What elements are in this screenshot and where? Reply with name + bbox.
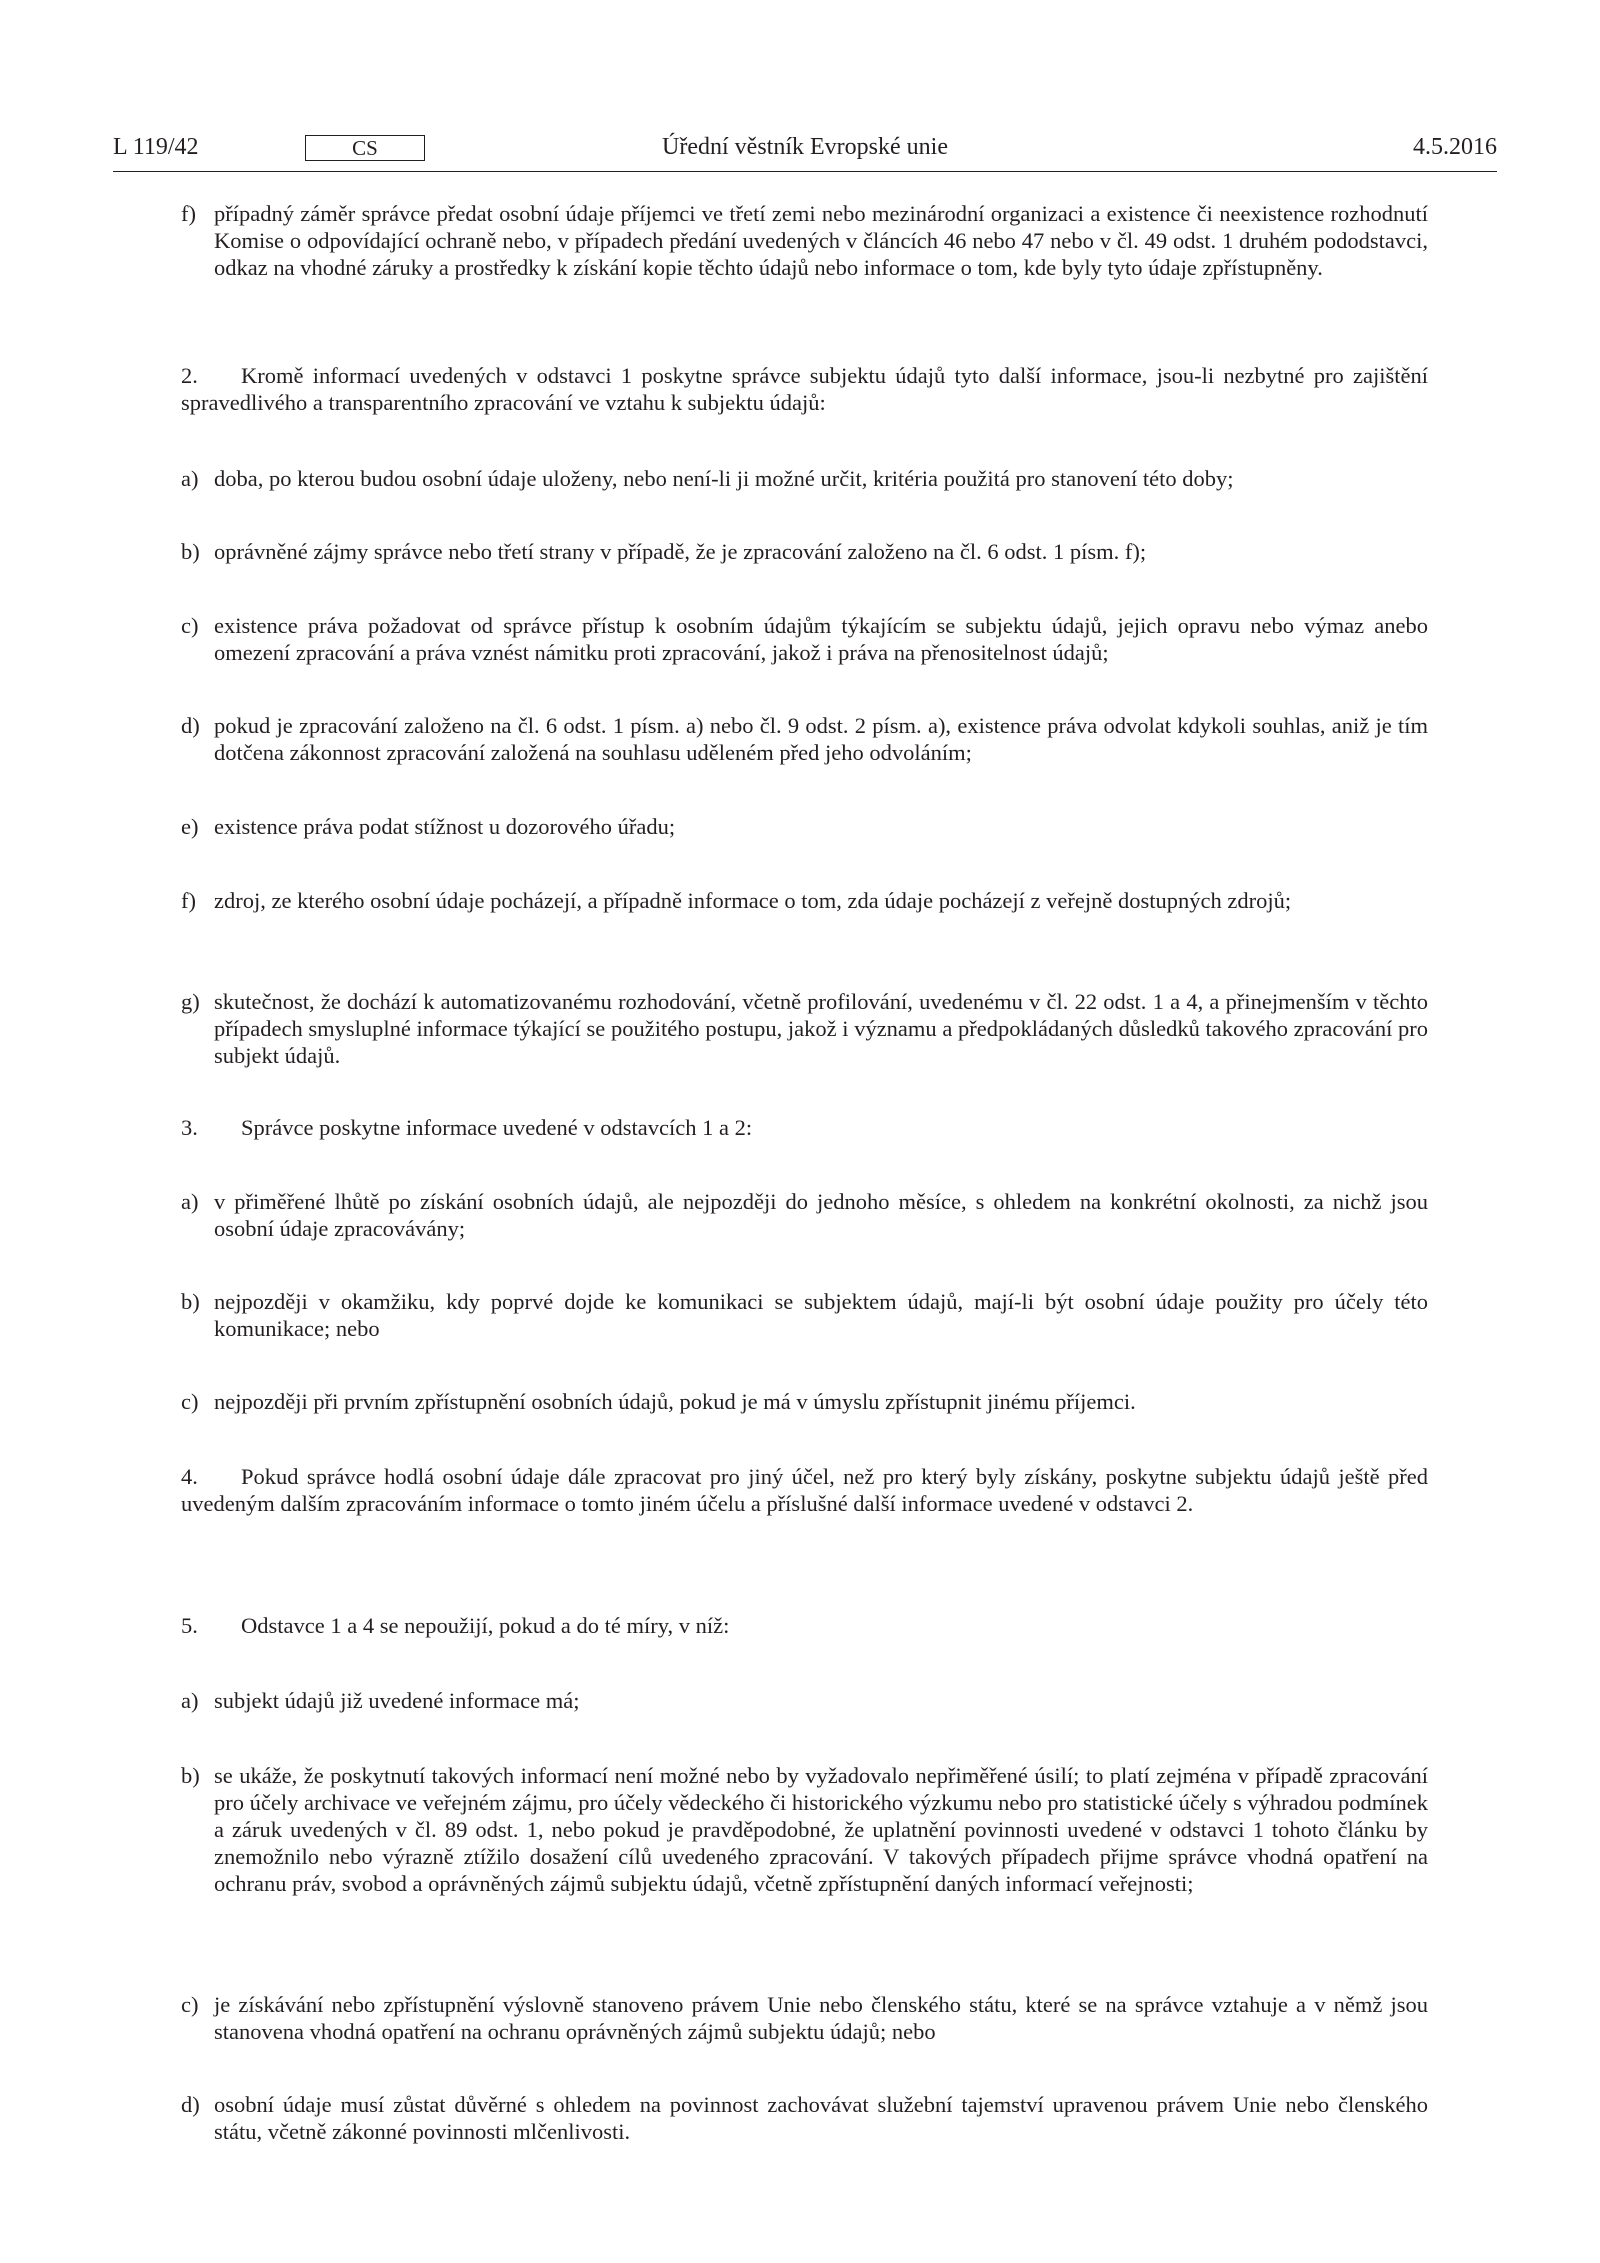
list-item-d3: [181, 2091, 1428, 2145]
item-label: f): [181, 201, 196, 226]
paragraph-number: 3.: [181, 1115, 198, 1140]
paragraph-5: [181, 1612, 1428, 1639]
paragraph-number: 2.: [181, 363, 198, 388]
list-item-e: [181, 813, 1428, 840]
list-item-c3: [181, 1991, 1428, 2045]
journal-header: [113, 132, 1497, 168]
item-label: b): [181, 1763, 200, 1788]
item-label: a): [181, 1189, 199, 1214]
page-reference: L 119/42: [113, 134, 199, 160]
item-text: subjekt údajů již uvedené informace má;: [214, 1688, 580, 1713]
paragraph-4: [181, 1463, 1428, 1517]
list-item-f: [181, 200, 1428, 281]
language-code-box: CS: [305, 135, 425, 161]
list-item-a3: [181, 1687, 1428, 1714]
item-text: skutečnost, že dochází k automatizovanému rozhodování, včetně profilování, uvedenému v čl. 22 odst. 1 a 4, a přinejmenším v těchto případech smysluplné informace týkající se použitého postupu, jakož i významu a předpokládaných důsledků takového zpracování pro subjekt údajů.: [214, 989, 1428, 1068]
item-text: nejpozději v okamžiku, kdy poprvé dojde ke komunikaci se subjektem údajů, mají-li být osobní údaje použity pro účely této komunikace; nebo: [214, 1289, 1428, 1341]
item-text: v přiměřené lhůtě po získání osobních údajů, ale nejpozději do jednoho měsíce, s ohledem na konkrétní okolnosti, za nichž jsou osobní údaje zpracovávány;: [214, 1189, 1428, 1241]
paragraph-2: [181, 362, 1428, 416]
item-text: pokud je zpracování založeno na čl. 6 odst. 1 písm. a) nebo čl. 9 odst. 2 písm. a), existence práva odvolat kdykoli souhlas, aniž je tím dotčena zákonnost zpracování založená na souhlasu uděleném před jeho odvoláním;: [214, 713, 1428, 765]
list-item-c: [181, 612, 1428, 666]
item-label: a): [181, 466, 199, 491]
paragraph-text: Odstavce 1 a 4 se nepoužijí, pokud a do té míry, v níž:: [241, 1613, 730, 1638]
item-label: c): [181, 613, 199, 638]
item-label: g): [181, 989, 200, 1014]
item-label: e): [181, 814, 199, 839]
journal-title: Úřední věstník Evropské unie: [662, 134, 948, 160]
item-text: osobní údaje musí zůstat důvěrné s ohledem na povinnost zachovávat služební tajemství upravenou právem Unie nebo členského státu, včetně zákonné povinnosti mlčenlivosti.: [214, 2092, 1428, 2144]
item-text: existence práva podat stížnost u dozorového úřadu;: [214, 814, 676, 839]
item-text: se ukáže, že poskytnutí takových informací není možné nebo by vyžadovalo nepřiměřené úsilí; to platí zejména v případě zpracování pro účely archivace ve veřejném zájmu, pro účely vědeckého či historického výzkumu nebo pro statistické účely s výhradou podmínek a záruk uvedených v čl. 89 odst. 1, nebo pokud je pravděpodobné, že uplatnění povinnosti uvedené v odstavci 1 tohoto článku by znemožnilo nebo výrazně ztížilo dosažení cílů uvedeného zpracování. V takových případech přijme správce vhodná opatření na ochranu práv, svobod a oprávněných zájmů subjektu údajů, včetně zpřístupnění daných informací veřejnosti;: [214, 1763, 1428, 1896]
item-text: případný záměr správce předat osobní údaje příjemci ve třetí zemi nebo mezinárodní organizaci a existence či neexistence rozhodnutí Komise o odpovídající ochraně nebo, v případech předání uvedených v článcích 46 nebo 47 nebo v čl. 49 odst. 1 druhém pododstavci, odkaz na vhodné záruky a prostředky k získání kopie těchto údajů nebo informace o tom, kde byly tyto údaje zpřístupněny.: [214, 201, 1428, 280]
item-label: d): [181, 2092, 200, 2117]
list-item-d: [181, 712, 1428, 766]
item-label: c): [181, 1992, 199, 2017]
item-text: existence práva požadovat od správce přístup k osobním údajům týkajícím se subjektu údajů, jejich opravu nebo výmaz anebo omezení zpracování a práva vznést námitku proti zpracování, jakož i práva na přenositelnost údajů;: [214, 613, 1428, 665]
item-label: c): [181, 1389, 199, 1414]
list-item-b2: [181, 1288, 1428, 1342]
list-item-b3: [181, 1762, 1428, 1897]
list-item-f2: [181, 887, 1428, 914]
item-text: nejpozději při prvním zpřístupnění osobních údajů, pokud je má v úmyslu zpřístupnit jinému příjemci.: [214, 1389, 1136, 1414]
list-item-c2: [181, 1388, 1428, 1415]
list-item-g: [181, 988, 1428, 1069]
list-item-a2: [181, 1188, 1428, 1242]
paragraph-text: Pokud správce hodlá osobní údaje dále zpracovat pro jiný účel, než pro který byly získány, poskytne subjektu údajů ještě před uvedeným dalším zpracováním informace o tomto jiném účelu a příslušné další informace uvedené v odstavci 2.: [181, 1464, 1428, 1516]
item-label: b): [181, 539, 200, 564]
publication-date: 4.5.2016: [1413, 134, 1497, 160]
paragraph-text: Správce poskytne informace uvedené v odstavcích 1 a 2:: [241, 1115, 753, 1140]
list-item-a: [181, 465, 1428, 492]
paragraph-number: 5.: [181, 1613, 198, 1638]
item-label: a): [181, 1688, 199, 1713]
item-label: f): [181, 888, 196, 913]
item-text: zdroj, ze kterého osobní údaje pocházejí, a případně informace o tom, zda údaje pocházejí z veřejně dostupných zdrojů;: [214, 888, 1292, 913]
paragraph-text: Kromě informací uvedených v odstavci 1 poskytne správce subjektu údajů tyto další informace, jsou-li nezbytné pro zajištění spravedlivého a transparentního zpracování ve vztahu k subjektu údajů:: [181, 363, 1428, 415]
item-text: doba, po kterou budou osobní údaje uloženy, nebo není-li ji možné určit, kritéria použitá pro stanovení této doby;: [214, 466, 1234, 491]
item-text: je získávání nebo zpřístupnění výslovně stanoveno právem Unie nebo členského státu, které se na správce vztahuje a v němž jsou stanovena vhodná opatření na ochranu oprávněných zájmů subjektu údajů; nebo: [214, 1992, 1428, 2044]
item-text: oprávněné zájmy správce nebo třetí strany v případě, že je zpracování založeno na čl. 6 odst. 1 písm. f);: [214, 539, 1147, 564]
paragraph-number: 4.: [181, 1464, 198, 1489]
paragraph-3: [181, 1114, 1428, 1141]
header-rule: [113, 171, 1497, 172]
item-label: b): [181, 1289, 200, 1314]
item-label: d): [181, 713, 200, 738]
list-item-b: [181, 538, 1428, 565]
